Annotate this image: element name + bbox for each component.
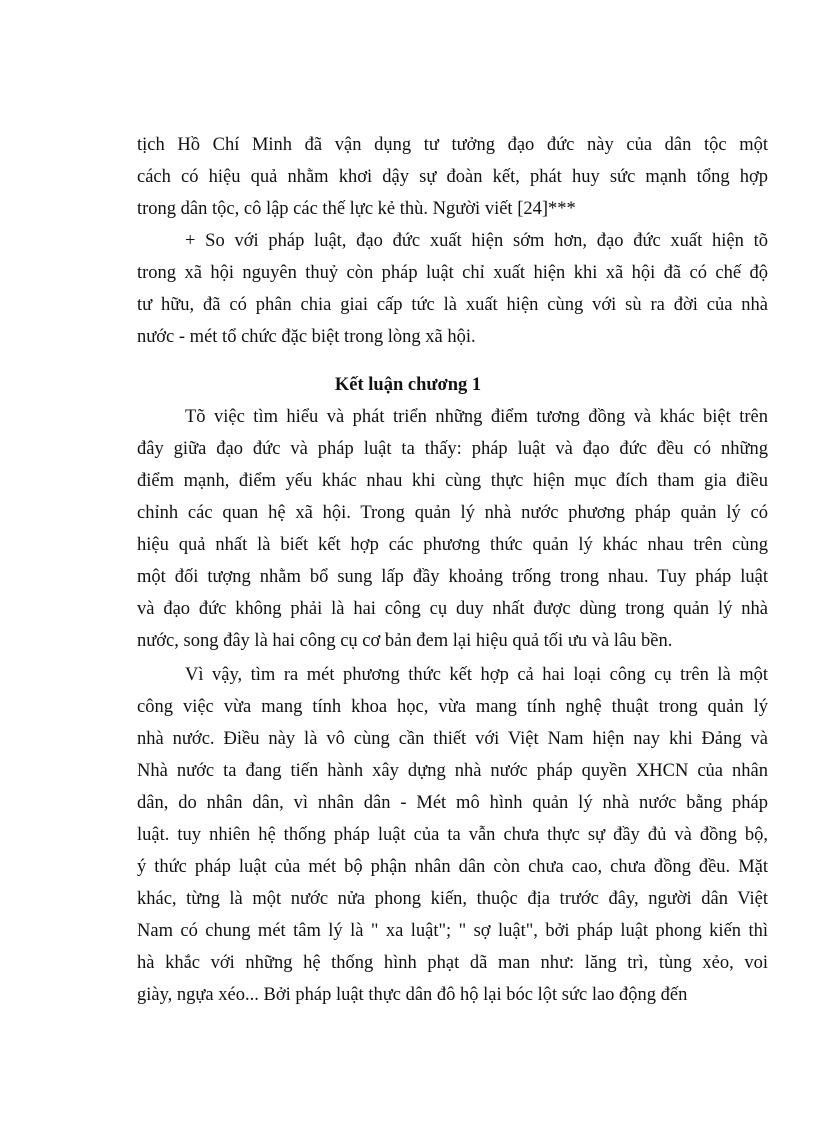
paragraph-3-line-3: điểm mạnh, điểm yếu khác nhau khi cùng thực hiện mục đích tham gia điều bbox=[137, 471, 768, 491]
paragraph-4-line-8: khác, từng là một nước nửa phong kiến, thuộc địa trước đây, người dân Việt bbox=[137, 889, 768, 909]
paragraph-4-line-3: nhà nước. Điều này là vô cùng cần thiết với Việt Nam hiện nay khi Đảng và bbox=[137, 729, 768, 749]
paragraph-4-line-5: dân, do nhân dân, vì nhân dân - Mét mô hình quản lý nhà nước bằng pháp bbox=[137, 793, 768, 813]
paragraph-4-line-10: hà khắc với những hệ thống hình phạt dã man như: lăng trì, tùng xẻo, voi bbox=[137, 953, 768, 973]
paragraph-4-line-7: ý thức pháp luật của mét bộ phận nhân dân còn chưa cao, chưa đồng đều. Mặt bbox=[137, 857, 768, 877]
paragraph-2-line-4: nước - mét tổ chức đặc biệt trong lòng xã hội. bbox=[137, 327, 476, 347]
paragraph-3-line-5: hiệu quả nhất là biết kết hợp các phương thức quản lý khác nhau trên cùng bbox=[137, 535, 768, 555]
paragraph-4-line-4: Nhà nước ta đang tiến hành xây dựng nhà nước pháp quyền XHCN của nhân bbox=[137, 761, 768, 781]
paragraph-2-line-3: tư hữu, đã có phân chia giai cấp tức là xuất hiện cùng với sù ra đời của nhà bbox=[137, 295, 768, 315]
paragraph-4-line-2: công việc vừa mang tính khoa học, vừa mang tính nghệ thuật trong quản lý bbox=[137, 697, 768, 717]
paragraph-1-line-3: trong dân tộc, cô lập các thế lực kẻ thù. Người viết [24]*** bbox=[137, 199, 576, 219]
paragraph-4-line-1: Vì vậy, tìm ra mét phương thức kết hợp cả hai loại công cụ trên là một bbox=[185, 665, 768, 685]
paragraph-2-line-1: + So với pháp luật, đạo đức xuất hiện sớm hơn, đạo đức xuất hiện tõ bbox=[185, 231, 768, 251]
paragraph-3-line-4: chỉnh các quan hệ xã hội. Trong quản lý nhà nước phương pháp quản lý có bbox=[137, 503, 768, 523]
paragraph-1-line-2: cách có hiệu quả nhằm khơi dậy sự đoàn kết, phát huy sức mạnh tổng hợp bbox=[137, 167, 768, 187]
paragraph-4-line-6: luật. tuy nhiên hệ thống pháp luật của ta vẫn chưa thực sự đầy đủ và đồng bộ, bbox=[137, 825, 768, 845]
paragraph-3-line-2: đây giữa đạo đức và pháp luật ta thấy: pháp luật và đạo đức đều có những bbox=[137, 439, 768, 459]
paragraph-3-line-7: và đạo đức không phải là hai công cụ duy nhất được dùng trong quản lý nhà bbox=[137, 599, 768, 619]
paragraph-3-line-6: một đối tượng nhằm bổ sung lấp đầy khoảng trống trong nhau. Tuy pháp luật bbox=[137, 567, 768, 587]
paragraph-3-line-1: Tõ việc tìm hiểu và phát triển những điểm tương đồng và khác biệt trên bbox=[185, 407, 768, 427]
paragraph-3-line-8: nước, song đây là hai công cụ cơ bản đem lại hiệu quả tối ưu và lâu bền. bbox=[137, 631, 673, 651]
paragraph-1-line-1: tịch Hồ Chí Minh đã vận dụng tư tưởng đạo đức này của dân tộc một bbox=[137, 135, 768, 155]
section-heading: Kết luận chương 1 bbox=[334, 375, 482, 395]
paragraph-4-line-11: giày, ngựa xéo... Bởi pháp luật thực dân đô hộ lại bóc lột sức lao động đến bbox=[137, 985, 688, 1005]
paragraph-2-line-2: trong xã hội nguyên thuỷ còn pháp luật chỉ xuất hiện khi xã hội đã có chế độ bbox=[137, 263, 768, 283]
paragraph-4-line-9: Nam có chung mét tâm lý là " xa luật"; " sợ luật", bởi pháp luật phong kiến thì bbox=[137, 921, 768, 941]
